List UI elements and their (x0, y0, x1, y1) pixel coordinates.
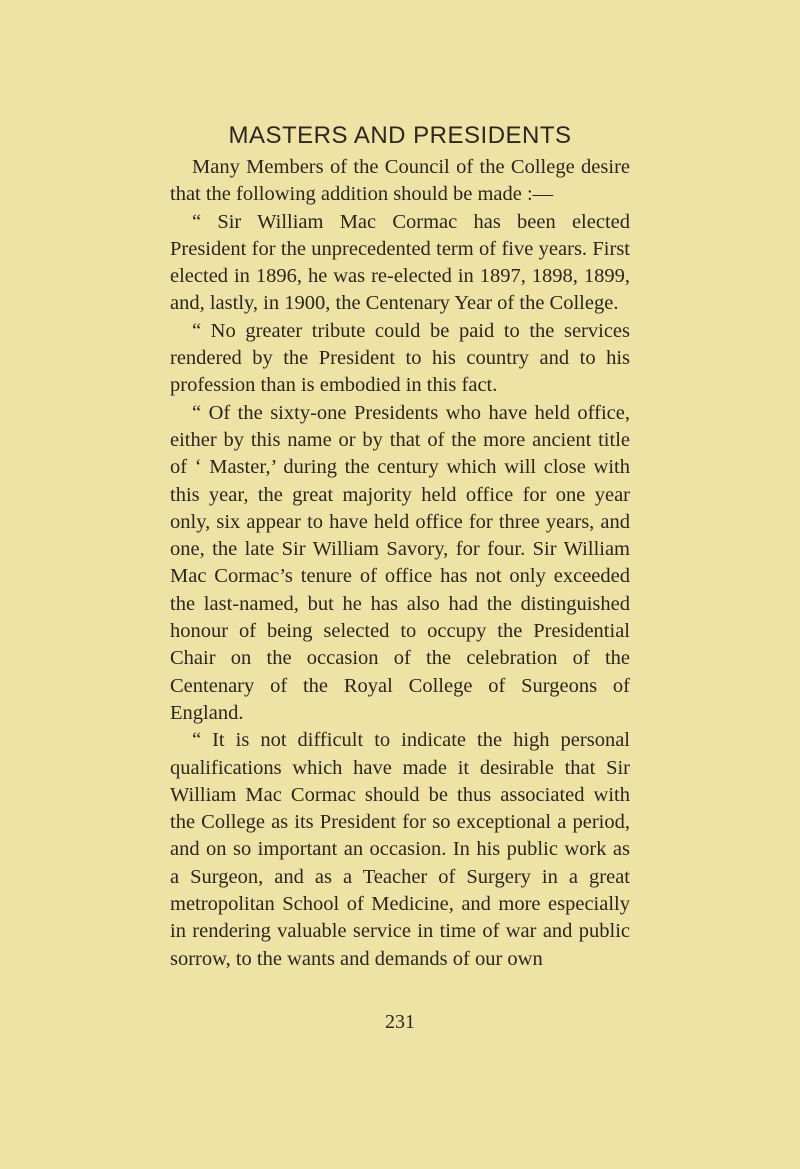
body-text (170, 154, 630, 973)
paragraph-qualifications: “ It is not difficult to indicate the high personal qualifications which have made it desirable that Sir William Mac Cormac should be thus associated with the College as its President for so exceptional a period, and on so important an occasion. In his public work as a Surgeon, and as a Teacher of Surgery in a great metropolitan School of Medicine, and more especially in rendering valuable service in time of war and public sorrow, to the wants and demands of our own (170, 729, 630, 970)
paragraph-intro: Many Members of the Council of the College desire that the following addition should be made :— (170, 156, 630, 206)
page-number: 231 (385, 1011, 415, 1033)
running-title: MASTERS AND PRESIDENTS (228, 122, 572, 149)
paragraph-presidents: “ Of the sixty-one Presidents who have held office, either by this name or by that of the more ancient title of ‘ Master,’ during the century which will close with this year, the great majority held office for one year only, six appear to have held office for three years, and one, the late Sir William Savory, for four. Sir William Mac Cormac’s tenure of office has not only exceeded the last-named, but he has also had the distinguished honour of being selected to occupy the Presidential Chair on the occasion of the celebration of the Centenary of the Royal College of Surgeons of England. (170, 401, 630, 724)
paragraph-election: “ Sir William Mac Cormac has been elected President for the unprecedented term of five years. First elected in 1896, he was re-elected in 1897, 1898, 1899, and, lastly, in 1900, the Centenary Year of the College. (170, 210, 630, 315)
paragraph-tribute: “ No greater tribute could be paid to the services rendered by the President to his country and to his profession than is embodied in this fact. (170, 319, 630, 397)
